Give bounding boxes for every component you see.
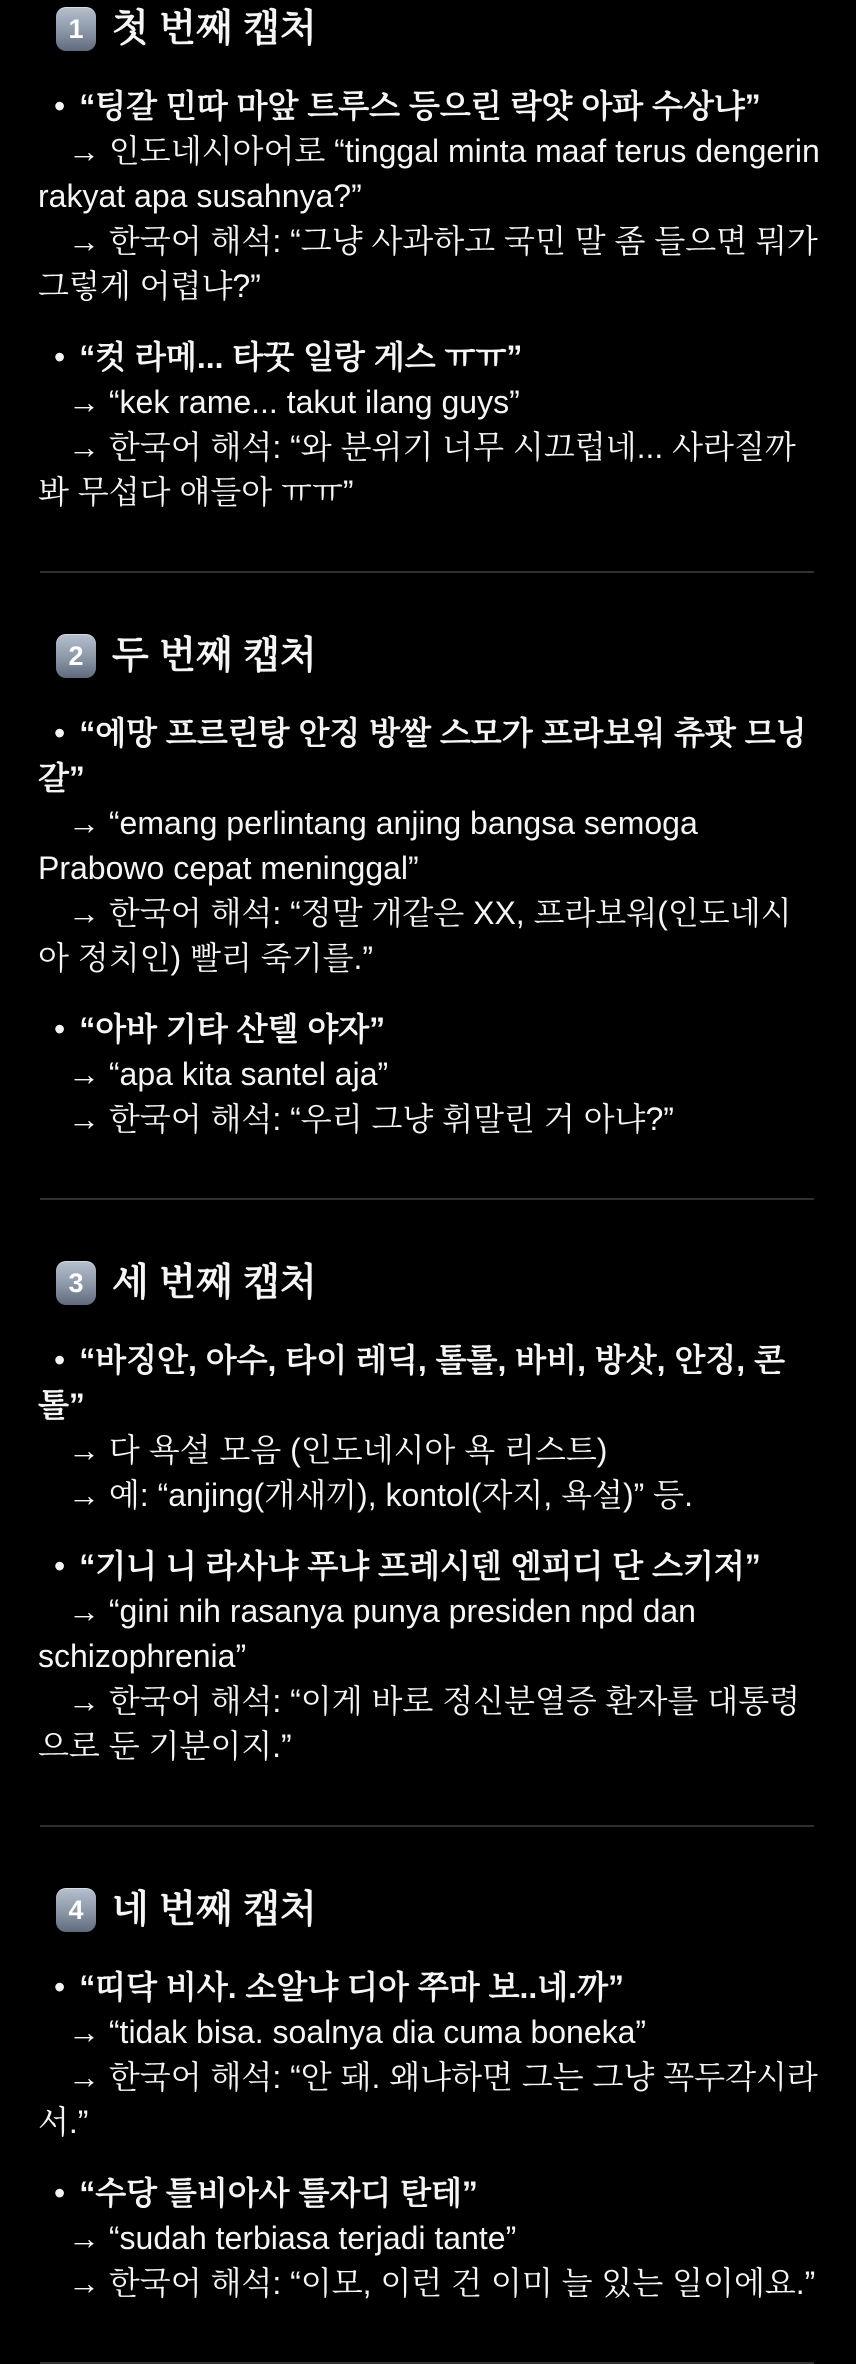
list-item	[38, 711, 820, 981]
quote-line	[38, 711, 820, 801]
quote-line	[38, 2171, 820, 2216]
bullet-dot: •	[54, 1969, 66, 2005]
translation-line: → 한국어 해석: “이모, 이런 건 이미 늘 있는 일이에요.”	[68, 2265, 816, 2301]
quote-text: “바징안, 아수, 타이 레딕, 톨롤, 바비, 방삿, 안징, 콘톨”	[38, 1342, 785, 1423]
translation-line: → “kek rame... takut ilang guys”	[68, 384, 520, 420]
list-item	[38, 1965, 820, 2145]
quote-line	[38, 1965, 820, 2010]
list-item	[38, 2171, 820, 2306]
translation-line: → 한국어 해석: “그냥 사과하고 국민 말 좀 들으면 뭐가 그렇게 어렵냐?”	[38, 223, 818, 304]
quote-line	[38, 84, 820, 129]
bullet-dot: •	[54, 339, 66, 375]
bullet-dot: •	[54, 715, 66, 751]
list-item	[38, 1007, 820, 1142]
quote-text: “기니 니 라사냐 푸냐 프레시덴 엔피디 단 스키저”	[79, 1548, 761, 1584]
section-1-title: 첫 번째 캡처	[112, 8, 317, 50]
quote-text: “띠닥 비사. 소알냐 디아 쭈마 보..네.까”	[79, 1969, 624, 2005]
keycap-2-icon: 2	[56, 634, 96, 678]
list-item	[38, 1338, 820, 1518]
section-1-header	[56, 4, 820, 54]
translation-line: → 한국어 해석: “안 돼. 왜냐하면 그는 그냥 꼭두각시라서.”	[38, 2059, 818, 2140]
translation-line: → “apa kita santel aja”	[68, 1056, 389, 1092]
translation-line: → “gini nih rasanya punya presiden npd dan schizophrenia”	[38, 1593, 696, 1674]
quote-text: “수당 틀비아사 틀자디 탄테”	[79, 2175, 478, 2211]
translation-line: → 다 욕설 모음 (인도네시아 욕 리스트)	[68, 1432, 608, 1468]
quote-text: “컷 라메... 타꿋 일랑 게스 ㅠㅠ”	[79, 339, 523, 375]
translation-line: → 예: “anjing(개새끼), kontol(자지, 욕설)” 등.	[68, 1477, 693, 1513]
section-divider	[40, 571, 814, 573]
section-2-title: 두 번째 캡처	[112, 635, 317, 677]
bullet-dot: •	[54, 1342, 66, 1378]
bullet-dot: •	[54, 88, 66, 124]
section-capture-3	[38, 1258, 820, 1769]
translation-line: → 한국어 해석: “정말 개같은 XX, 프라보워(인도네시아 정치인) 빨리 죽기를.”	[38, 895, 792, 976]
translation-line: → “sudah terbiasa terjadi tante”	[68, 2220, 517, 2256]
translation-line: → 한국어 해석: “이게 바로 정신분열증 환자를 대통령으로 둔 기분이지.”	[38, 1683, 801, 1764]
translation-line: → “emang perlintang anjing bangsa semoga Prabowo cepat meninggal”	[38, 805, 698, 886]
list-item	[38, 335, 820, 515]
section-3-header	[56, 1258, 820, 1308]
section-capture-1	[38, 4, 820, 515]
quote-line	[38, 335, 820, 380]
quote-text: “에망 프르린탕 안징 방쌀 스모가 프라보워 츄팟 므닝갈”	[38, 715, 807, 796]
keycap-3-icon: 3	[56, 1261, 96, 1305]
section-2-header	[56, 631, 820, 681]
bullet-dot: •	[54, 2175, 66, 2211]
keycap-1-icon: 1	[56, 7, 96, 51]
translation-line: → 한국어 해석: “우리 그냥 휘말린 거 아냐?”	[68, 1101, 674, 1137]
translation-line: → 인도네시아어로 “tinggal minta maaf terus dengerin rakyat apa susahnya?”	[38, 133, 820, 214]
bullet-dot: •	[54, 1548, 66, 1584]
section-divider	[40, 1198, 814, 1200]
section-4-header	[56, 1885, 820, 1935]
section-3-title: 세 번째 캡처	[112, 1262, 317, 1304]
quote-line	[38, 1338, 820, 1428]
translation-line: → “tidak bisa. soalnya dia cuma boneka”	[68, 2014, 647, 2050]
list-item	[38, 84, 820, 309]
section-capture-2	[38, 631, 820, 1142]
translation-line: → 한국어 해석: “와 분위기 너무 시끄럽네... 사라질까 봐 무섭다 얘들아 ㅠㅠ”	[38, 429, 796, 510]
section-4-title: 네 번째 캡처	[112, 1889, 317, 1931]
section-capture-4	[38, 1885, 820, 2306]
quote-text: “아바 기타 산텔 야자”	[79, 1011, 386, 1047]
quote-line	[38, 1007, 820, 1052]
quote-line	[38, 1544, 820, 1589]
bullet-dot: •	[54, 1011, 66, 1047]
section-divider	[40, 1825, 814, 1827]
keycap-4-icon: 4	[56, 1888, 96, 1932]
list-item	[38, 1544, 820, 1769]
quote-text: “팅갈 민따 마앞 트루스 등으린 락얏 아파 수상냐”	[79, 88, 761, 124]
